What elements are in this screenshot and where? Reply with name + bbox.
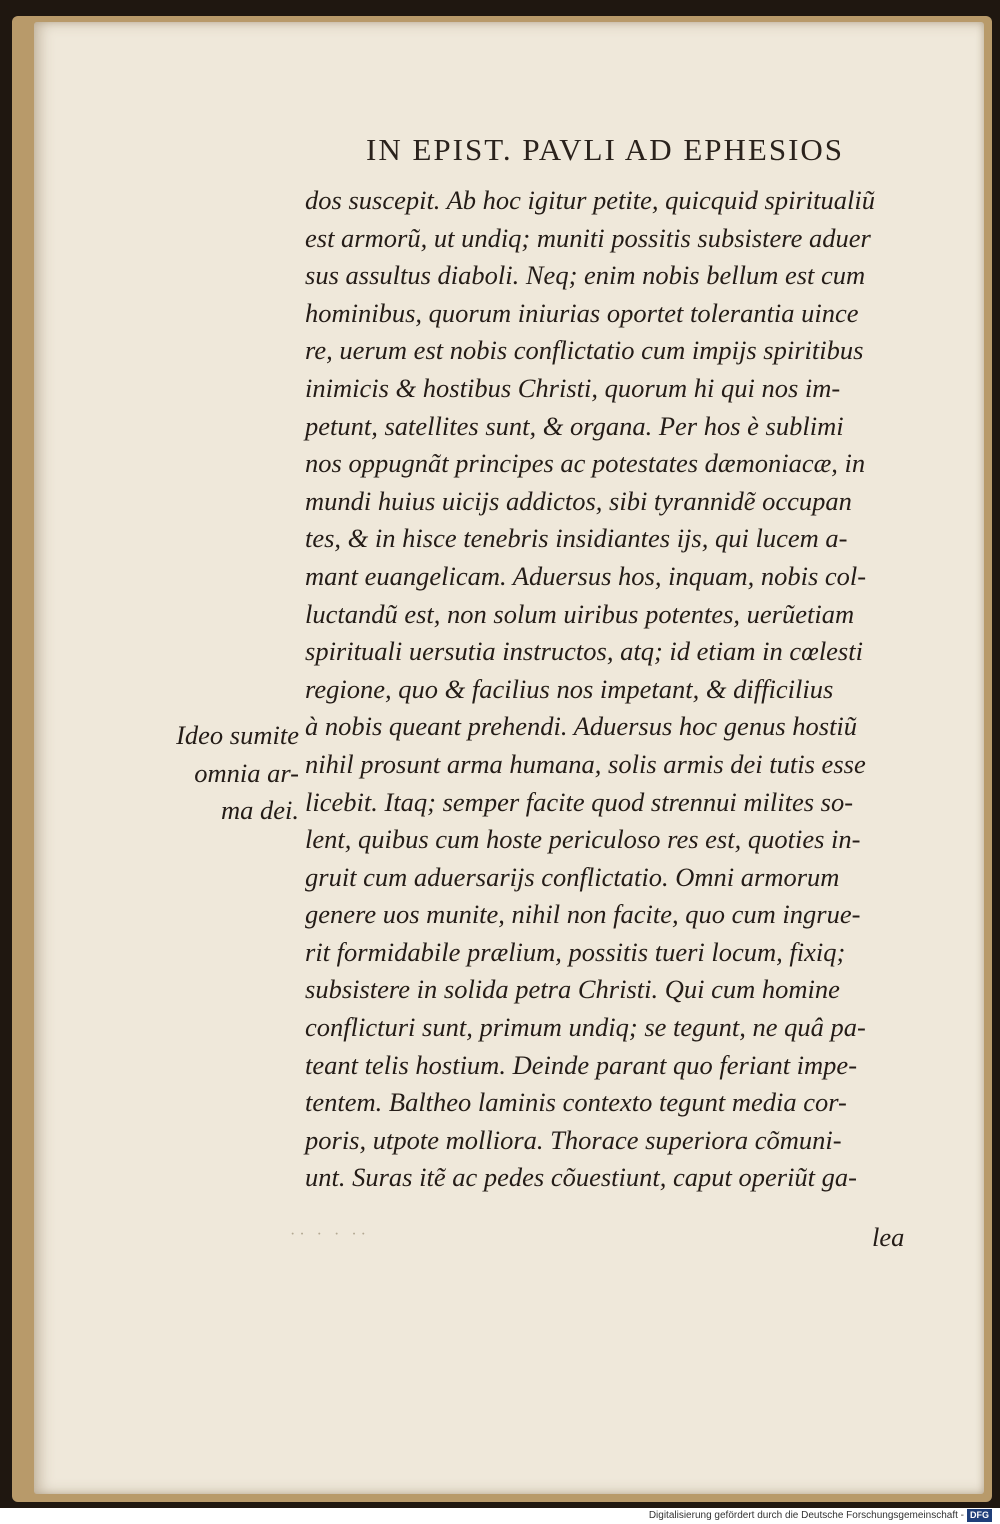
text-line: gruit cum aduersarijs conflictatio. Omni armorum [305, 861, 840, 892]
text-line: hominibus, quorum iniurias oportet tolerantia uince [305, 297, 859, 328]
text-line: inimicis & hostibus Christi, quorum hi qui nos im- [305, 372, 841, 403]
dfg-logo-icon: DFG [967, 1509, 992, 1522]
text-line: tes, & in hisce tenebris insidiantes ijs, qui lucem a- [305, 523, 848, 554]
footer-credit: Digitalisierung gefördert durch die Deutsche Forschungsgemeinschaft - [648, 1510, 964, 1521]
text-line: rit formidabile prælium, possitis tueri locum, fixiq; [305, 936, 846, 967]
text-line: spirituali uersutia instructos, atq; id etiam in cœlesti [305, 636, 863, 667]
text-line: petunt, satellites sunt, & organa. Per hos è sublimi [305, 410, 844, 441]
text-line: mant euangelicam. Aduersus hos, inquam, nobis col- [305, 560, 867, 591]
running-head: IN EPIST. PAVLI AD EPHESIOS [366, 132, 845, 167]
margin-note-line: Ideo sumite [176, 720, 299, 750]
text-line: nos oppugnãt principes ac potestates dæmoniacæ, in [305, 448, 866, 479]
text-line: licebit. Itaq; semper facite quod strennui milites so- [305, 786, 854, 817]
text-line: dos suscepit. Ab hoc igitur petite, quicquid spiritualiũ [305, 185, 875, 215]
text-line: nihil prosunt arma humana, solis armis dei tutis esse [305, 748, 866, 779]
text-line: unt. Suras itẽ ac pedes cõuestiunt, caput operiũt ga- [305, 1162, 857, 1193]
text-line: poris, utpote molliora. Thorace superiora cõmuni- [305, 1124, 842, 1155]
margin-note-line: ma dei. [220, 795, 299, 826]
text-line: tentem. Baltheo laminis contexto tegunt media cor- [305, 1087, 847, 1118]
catchword: lea [872, 1222, 905, 1252]
text-line: lent, quibus cum hoste periculoso res est, quoties in- [305, 824, 861, 855]
text-line: genere uos munite, nihil non facite, quo cum ingrue- [305, 899, 861, 930]
text-line: sus assultus diaboli. Neq; enim nobis bellum est cum [305, 260, 866, 291]
body-text [305, 182, 940, 1197]
text-line: conflicturi sunt, primum undiq; se tegunt, ne quâ pa- [305, 1012, 866, 1043]
margin-note [140, 717, 305, 830]
text-line: teant telis hostium. Deinde parant quo feriant impe- [305, 1049, 858, 1080]
margin-note-line: omnia ar- [194, 757, 299, 788]
text-line: est armorũ, ut undiq; muniti possitis subsistere aduer [305, 222, 871, 253]
text-line: re, uerum est nobis conflictatio cum impijs spiritibus [305, 335, 864, 366]
ink-smudge: ·· · · ·· [290, 1226, 370, 1243]
text-line: mundi huius uicijs addictos, sibi tyrannidẽ occupan [305, 485, 852, 516]
text-line: regione, quo & facilius nos impetant, & difficilius [305, 673, 834, 704]
text-line: luctandũ est, non solum uiribus potentes, uerũetiam [305, 598, 855, 629]
text-line: subsistere in solida petra Christi. Qui cum homine [305, 974, 840, 1005]
text-line: à nobis queant prehendi. Aduersus hoc genus hostiũ [305, 711, 858, 742]
